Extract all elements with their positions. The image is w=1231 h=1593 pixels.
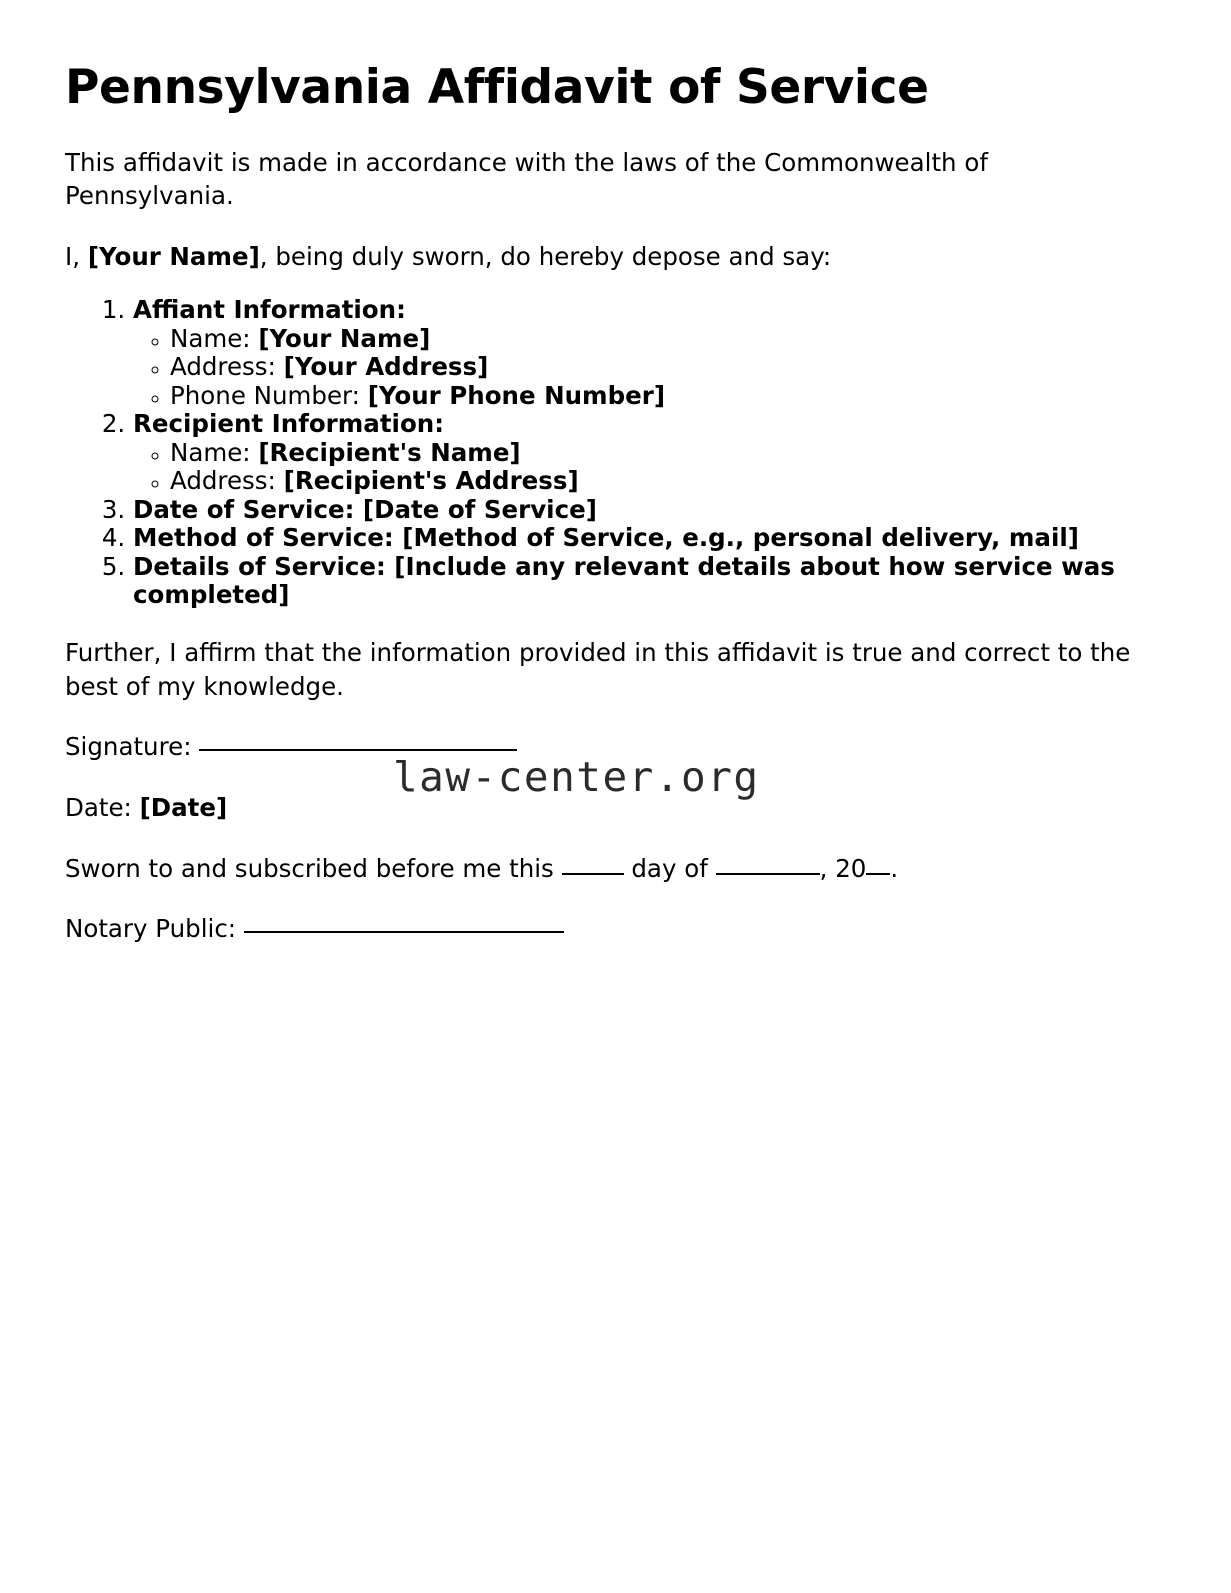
list-item	[133, 296, 1140, 410]
sworn-text-part1: Sworn to and subscribed before me this	[65, 854, 562, 884]
list-item-label: Recipient Information:	[133, 409, 445, 439]
watermark: law-center.org	[393, 753, 760, 801]
declaration-paragraph	[65, 240, 1140, 274]
list-item	[133, 553, 1140, 610]
sworn-year-blank[interactable]	[866, 873, 890, 875]
declaration-suffix: , being duly sworn, do hereby depose and say:	[259, 242, 832, 272]
list-item-label: Details of Service: [Include any relevant details about how service was completed]	[133, 551, 1115, 610]
sub-item-label: Phone Number:	[170, 380, 368, 410]
declaration-name-placeholder: [Your Name]	[87, 242, 260, 272]
date-label: Date:	[65, 793, 140, 823]
sworn-text-part4: .	[890, 854, 899, 884]
signature-input-line[interactable]	[199, 749, 517, 751]
sub-list-item	[170, 353, 1140, 382]
sub-list-item	[170, 325, 1140, 354]
sub-item-label: Address:	[170, 466, 284, 496]
document-content	[65, 62, 1140, 973]
signature-label: Signature:	[65, 732, 200, 762]
list-item	[133, 496, 1140, 525]
list-item	[133, 410, 1140, 496]
date-value: [Date]	[139, 793, 228, 823]
sworn-day-blank[interactable]	[562, 873, 624, 875]
sub-list-item	[170, 439, 1140, 468]
intro-paragraph: This affidavit is made in accordance with the laws of the Commonwealth of Pennsylvania.	[65, 147, 988, 211]
date-row	[65, 791, 1140, 825]
sub-item-value: [Recipient's Name]	[258, 437, 521, 467]
sub-item-label: Name:	[170, 437, 259, 467]
notary-label: Notary Public:	[65, 913, 244, 943]
sub-item-label: Name:	[170, 323, 259, 353]
notary-row	[65, 912, 1140, 946]
declaration-prefix: I,	[65, 242, 88, 272]
sub-item-label: Address:	[170, 352, 284, 382]
sworn-statement-row	[65, 852, 1140, 886]
sub-list-item	[170, 382, 1140, 411]
sub-item-value: [Your Address]	[283, 352, 489, 382]
list-item-label: Affiant Information:	[133, 295, 406, 325]
notary-input-line[interactable]	[244, 931, 564, 933]
sub-item-value: [Your Name]	[258, 323, 431, 353]
sworn-text-part2: day of	[623, 854, 716, 884]
sub-list	[133, 325, 1140, 411]
signature-row	[65, 730, 1140, 764]
page-title: Pennsylvania Affidavit of Service	[65, 60, 929, 115]
affidavit-item-list	[65, 296, 1140, 610]
affirmation-paragraph: Further, I affirm that the information provided in this affidavit is true and correct to the best of my knowledge.	[65, 637, 1131, 701]
list-item-label: Method of Service: [Method of Service, e.g., personal delivery, mail]	[133, 523, 1079, 553]
list-item-label: Date of Service: [Date of Service]	[133, 494, 597, 524]
sub-list-item	[170, 467, 1140, 496]
sworn-text-part3: , 20	[819, 854, 867, 884]
sworn-month-blank[interactable]	[716, 873, 820, 875]
sub-item-value: [Recipient's Address]	[283, 466, 579, 496]
sub-item-value: [Your Phone Number]	[367, 380, 666, 410]
sub-list	[133, 439, 1140, 496]
list-item	[133, 524, 1140, 553]
